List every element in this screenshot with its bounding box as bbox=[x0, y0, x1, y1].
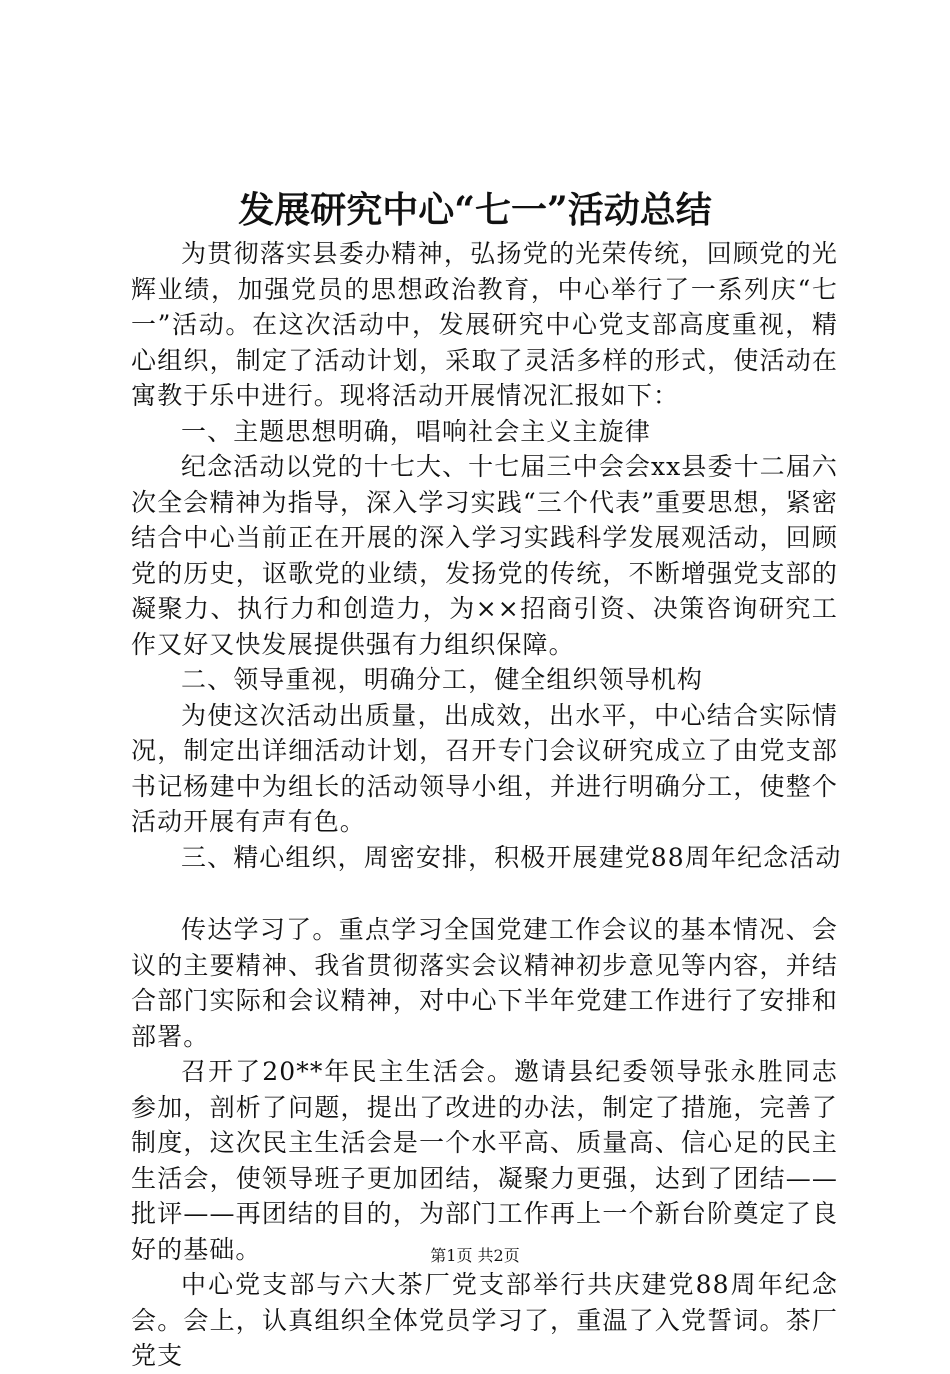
page-footer: 第1页 共2页 bbox=[430, 1246, 520, 1265]
document-title: 发展研究中心“七一”活动总结 bbox=[238, 189, 712, 231]
section-heading-1: 一、主题思想明确，唱响社会主义主旋律 bbox=[181, 416, 651, 446]
intro-paragraph: 为贯彻落实县委办精神，弘扬党的光荣传统，回顾党的光辉业绩，加强党员的思想政治教育，中心举行了一系列庆“七一”活动。在这次活动中，发展研究中心党支部高度重视，精心组织，制定了活动计划，采取了灵活多样的形式，使活动在寓教于乐中进行。现将活动开展情况汇报如下： bbox=[131, 239, 838, 410]
section-heading-2: 二、领导重视，明确分工，健全组织领导机构 bbox=[181, 665, 704, 694]
blank-line bbox=[131, 875, 838, 912]
document-body bbox=[131, 236, 842, 1374]
section-1-paragraph: 纪念活动以党的十七大、十七届三中会会xx县委十二届六次全会精神为指导，深入学习实践“三个代表”重要思想，紧密结合中心当前正在开展的深入学习实践科学发展观活动，回顾党的历史，讴歌党的业绩，发扬党的传统，不断增强党支部的凝聚力、执行力和创造力，为××招商引资、决策咨询研究工作又好又快发展提供强有力组织保障。 bbox=[131, 452, 838, 659]
section-2-paragraph: 为使这次活动出质量，出成效，出水平，中心结合实际情况，制定出详细活动计划，召开专门会议研究成立了由党支部书记杨建中为组长的活动领导小组，并进行明确分工，使整个活动开展有声有色。 bbox=[131, 700, 838, 836]
section-heading-3: 三、精心组织，周密安排，积极开展建党88周年纪念活动 bbox=[181, 842, 842, 872]
section-3-paragraph-2: 召开了20**年民主生活会。邀请县纪委领导张永胜同志参加，剖析了问题，提出了改进的办法，制定了措施，完善了制度，这次民主生活会是一个水平高、质量高、信心足的民主生活会，使领导班子更加团结，凝聚力更强，达到了团结——批评——再团结的目的，为部门工作再上一个新台阶奠定了良好的基础。 bbox=[131, 1057, 838, 1264]
section-3-paragraph-1: 传达学习了。重点学习全国党建工作会议的基本情况、会议的主要精神、我省贯彻落实会议精神初步意见等内容，并结合部门实际和会议精神，对中心下半年党建工作进行了安排和部署。 bbox=[131, 915, 838, 1051]
section-3-paragraph-3: 中心党支部与六大茶厂党支部举行共庆建党88周年纪念会。会上，认真组织全体党员学习了，重温了入党誓词。茶厂党支 bbox=[131, 1270, 838, 1370]
